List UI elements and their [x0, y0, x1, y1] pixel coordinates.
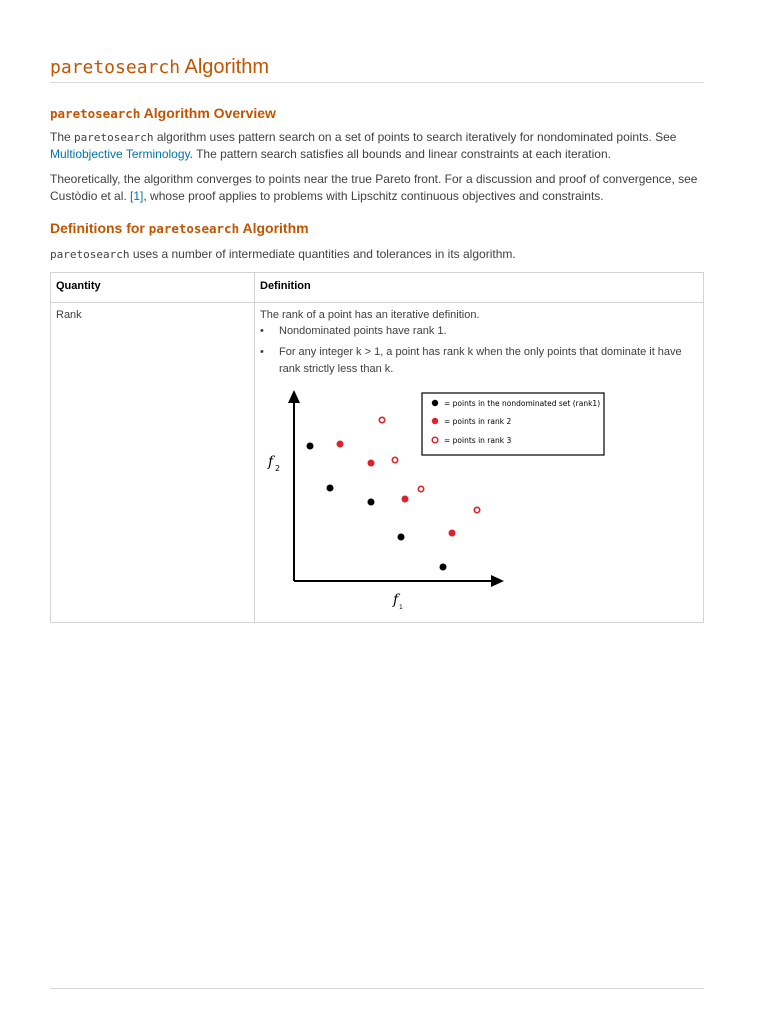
rank2-point [402, 496, 409, 503]
rank3-point [474, 507, 479, 512]
overview-paragraph-2 [50, 171, 700, 205]
definitions-heading [50, 220, 309, 236]
rank1-point [307, 443, 314, 450]
definitions-heading-after: Algorithm [239, 220, 309, 236]
definitions-table [50, 272, 704, 623]
text: . The pattern search satisfies all bounds and linear constraints at each iteration. [189, 147, 611, 161]
y-axis-arrow-icon [288, 390, 300, 403]
rank1-point [398, 534, 405, 541]
x-axis-label-subscript: 1 [399, 604, 403, 611]
multiobjective-terminology-link[interactable]: Multiobjective Terminology [50, 147, 190, 161]
rank3-point [379, 417, 384, 422]
legend-label-rank1: = points in the nondominated set (rank1) [444, 399, 601, 408]
inline-code: paretosearch [74, 131, 154, 144]
definition-bullets [260, 323, 698, 378]
rank2-point [449, 530, 456, 537]
rank1-point [440, 564, 447, 571]
title-divider [50, 82, 704, 83]
rank-figure [260, 382, 620, 622]
text: , whose proof applies to problems with Lipschitz continuous objectives and constraints. [143, 189, 604, 203]
overview-heading-code: paretosearch [50, 106, 141, 121]
column-header-definition: Definition [255, 273, 704, 303]
list-item: • For any integer k > 1, a point has rank k when the only points that dominate it have rank strictly less than k. [260, 344, 698, 378]
definitions-heading-text: Definitions for [50, 220, 149, 236]
page-title-text: Algorithm [180, 56, 269, 78]
text: uses a number of intermediate quantities and tolerances in its algorithm. [129, 247, 516, 261]
list-item: • Nondominated points have rank 1. [260, 323, 698, 340]
rank3-point [418, 486, 423, 491]
text: Theoretically, the algorithm converges to points near the true Pareto front. For a discussion and proof of convergence, see Custòdio et al. [50, 172, 698, 203]
rank1-point [327, 485, 334, 492]
legend-label-rank3: = points in rank 3 [444, 436, 512, 445]
definitions-heading-code: paretosearch [148, 221, 240, 236]
overview-heading [50, 105, 276, 121]
overview-paragraph-1 [50, 129, 700, 163]
cell-quantity: Rank [51, 303, 255, 623]
table-row [51, 303, 704, 623]
legend-marker-rank1 [432, 400, 438, 406]
definition-text: The rank of a point has an iterative definition. [260, 309, 480, 321]
legend-marker-rank2 [432, 418, 438, 424]
table-header-row [51, 273, 704, 303]
x-axis-label: f [393, 592, 399, 608]
rank2-point [337, 441, 344, 448]
inline-code: paretosearch [50, 248, 130, 261]
overview-heading-text: Algorithm Overview [140, 105, 276, 121]
rank1-point [368, 499, 375, 506]
text: algorithm uses pattern search on a set of points to search iteratively for nondominated points. See [153, 130, 677, 144]
x-axis-arrow-icon [491, 575, 504, 587]
definitions-intro [50, 246, 700, 263]
page-title-code: paretosearch [50, 57, 181, 78]
text: The [50, 130, 75, 144]
column-header-quantity: Quantity [51, 273, 255, 303]
y-axis-label: f [268, 454, 274, 470]
reference-link-1[interactable]: [1] [130, 189, 144, 203]
page-title [50, 56, 269, 79]
y-axis-label-subscript: 2 [275, 464, 281, 473]
rank3-point [392, 457, 397, 462]
footer-divider [50, 988, 704, 989]
cell-definition [255, 303, 704, 623]
legend-label-rank2: = points in rank 2 [444, 417, 512, 426]
rank2-point [368, 460, 375, 467]
